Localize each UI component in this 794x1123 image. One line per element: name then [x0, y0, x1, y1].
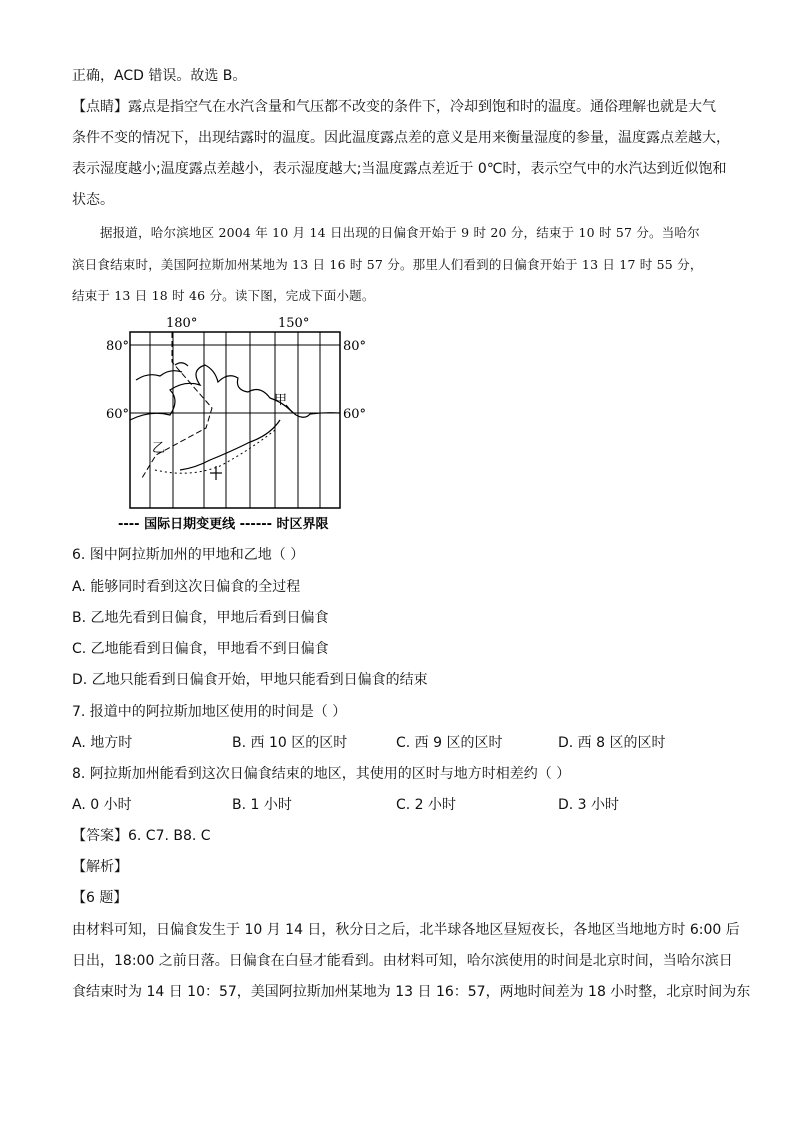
q6-option-c: C. 乙地能看到日偏食，甲地看不到日偏食 [72, 641, 329, 657]
explanation-line: 日出，18:00 之前日落。日偏食在白昼才能看到。由材料可知，哈尔滨使用的时间是北京时间，当哈尔滨日 [72, 953, 733, 969]
material-line: 滨日食结束时，美国阿拉斯加州某地为 13 日 16 时 57 分。那里人们看到的日偏食开始于 13 日 17 时 55 分， [72, 257, 703, 272]
material-line: 结束于 13 日 18 时 46 分。读下图，完成下面小题。 [72, 288, 375, 303]
text-line: 正确，ACD 错误。故选 B。 [72, 68, 247, 84]
lon-label-180: 180° [166, 316, 198, 331]
q7-stem: 7. 报道中的阿拉斯加地区使用的时间是（ ） [72, 704, 347, 720]
explanation-line: 由材料可知，日偏食发生于 10 月 14 日，秋分日之后，北半球各地区昼短夜长，各地区当地地方时 6:00 后 [72, 922, 740, 938]
q7-option-c: C. 西 9 区的区时 [396, 735, 503, 751]
q8-option-c: C. 2 小时 [396, 797, 457, 813]
q8-option-d: D. 3 小时 [558, 797, 620, 813]
q8-option-b: B. 1 小时 [232, 797, 292, 813]
q8-option-a: A. 0 小时 [72, 797, 132, 813]
map-label-yi: 乙 [152, 441, 166, 456]
lat-label-60-left: 60° [106, 407, 130, 422]
tip-paragraph-line: 条件不变的情况下，出现结露时的温度。因此温度露点差的意义是用来衡量湿度的参量，温度露点差越大， [72, 130, 730, 146]
q6-option-d: D. 乙地只能看到日偏食开始，甲地只能看到日偏食的结束 [72, 672, 428, 688]
explanation-line: 食结束时为 14 日 10：57，美国阿拉斯加州某地为 13 日 16：57，两地时间差为 18 小时整，北京时间为东 [72, 984, 751, 1000]
alaska-map [100, 310, 380, 535]
lat-label-60-right: 60° [343, 407, 367, 422]
q7-option-b: B. 西 10 区的区时 [232, 735, 348, 751]
q6-option-a: A. 能够同时看到这次日偏食的全过程 [72, 579, 301, 595]
q8-stem: 8. 阿拉斯加州能看到这次日偏食结束的地区，其使用的区时与地方时相差约（ ） [72, 766, 571, 782]
answer-line: 【答案】6. C7. B8. C [72, 828, 211, 844]
analysis-heading: 【解析】 [72, 859, 128, 875]
q7-option-a: A. 地方时 [72, 735, 133, 751]
q7-option-d: D. 西 8 区的区时 [558, 735, 666, 751]
lon-label-150: 150° [278, 316, 310, 331]
q6-option-b: B. 乙地先看到日偏食，甲地后看到日偏食 [72, 610, 329, 626]
tip-paragraph-line: 表示湿度越小;温度露点差越小，表示湿度越大;当温度露点差近于 0℃时，表示空气中的水汽达到近似饱和 [72, 161, 727, 177]
material-line: 据报道，哈尔滨地区 2004 年 10 月 14 日出现的日偏食开始于 9 时 20 分，结束于 10 时 57 分。当哈尔 [100, 225, 700, 240]
lat-label-80-left: 80° [106, 339, 130, 354]
map-label-jia: 甲 [274, 393, 288, 408]
tip-paragraph-line: 【点睛】露点是指空气在水汽含量和气压都不改变的条件下，冷却到饱和时的温度。通俗理解也就是大气 [72, 99, 716, 115]
q6-stem: 6. 图中阿拉斯加州的甲地和乙地（ ） [72, 547, 305, 563]
tip-paragraph-line: 状态。 [72, 192, 114, 208]
q6-analysis-heading: 【6 题】 [72, 890, 128, 906]
map-legend: ---- 国际日期变更线 ------ 时区界限 [118, 517, 329, 532]
lat-label-80-right: 80° [343, 339, 367, 354]
